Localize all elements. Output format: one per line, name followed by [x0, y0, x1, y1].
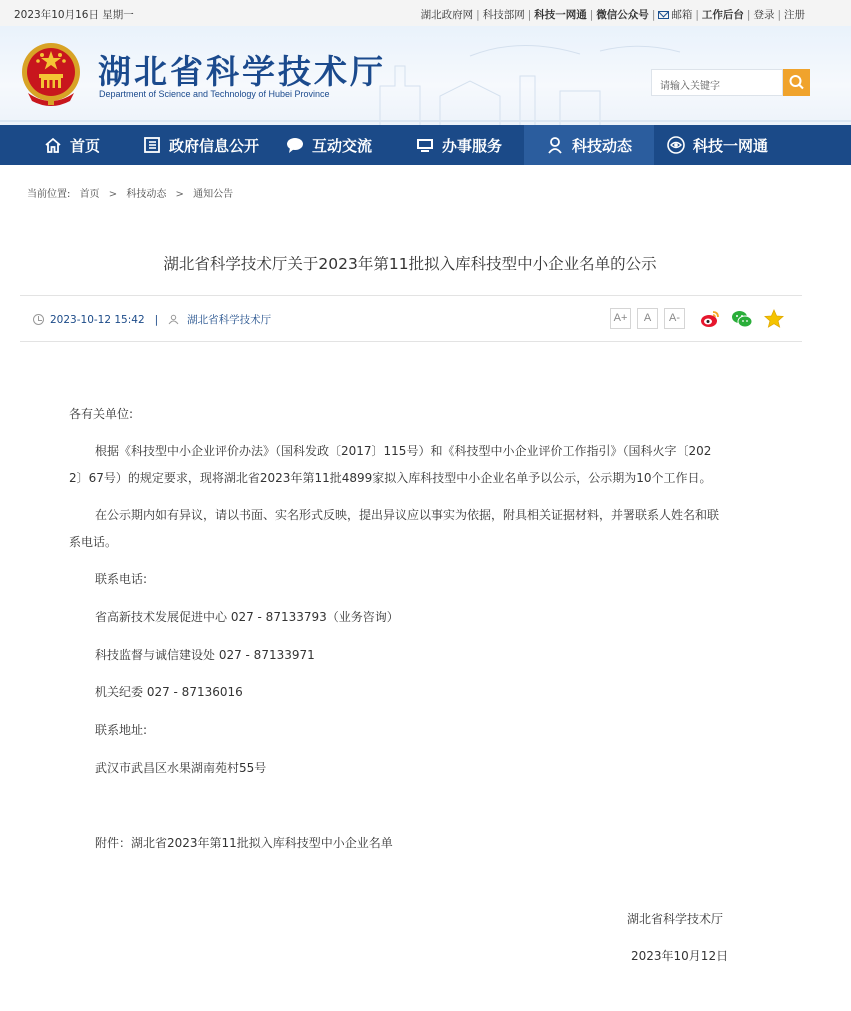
article-meta: [33, 312, 271, 327]
eye-circle-icon: [667, 136, 685, 154]
signature-date: 2023年10月12日: [631, 949, 729, 963]
monitor-icon: [416, 136, 434, 154]
font-default-button[interactable]: A: [637, 308, 658, 329]
address: 武汉市武昌区水果湖南苑村55号: [95, 761, 267, 775]
salutation: 各有关单位:: [69, 407, 134, 421]
link-wechat-account[interactable]: 微信公众号: [596, 9, 649, 21]
breadcrumb-prefix: 当前位置:: [27, 189, 71, 200]
link-mailbox[interactable]: 邮箱: [658, 7, 692, 22]
article-source: 湖北省科学技术厅: [187, 314, 272, 326]
address-label: 联系地址:: [95, 723, 148, 737]
contact-line: 机关纪委 027 - 87136016: [95, 685, 243, 699]
link-most[interactable]: 科技部网: [482, 9, 525, 21]
publish-datetime: 2023-10-12 15:42: [50, 313, 145, 326]
nav-keji-yiwangtong[interactable]: 科技一网通: [667, 125, 768, 165]
source-icon: [168, 314, 179, 325]
nav-home[interactable]: 首页: [44, 125, 100, 165]
meta-separator: |: [154, 313, 159, 326]
attachment-link[interactable]: 附件：湖北省2023年第11批拟入库科技型中小企业名单: [95, 836, 393, 850]
mail-icon: [658, 11, 669, 19]
font-larger-button[interactable]: A+: [610, 308, 631, 329]
divider: [20, 341, 802, 342]
breadcrumb-notices[interactable]: 通知公告: [193, 189, 234, 200]
clock-icon: [33, 314, 44, 325]
login-link[interactable]: 登录: [753, 9, 775, 21]
wechat-icon[interactable]: [731, 308, 753, 330]
top-links: 湖北政府网 | 科技部网 | 科技一网通 | 微信公众号 | 邮箱 | 工作后台 | 登录 | 注册: [420, 9, 805, 21]
breadcrumb-separator: >: [108, 189, 118, 200]
search-icon: [783, 69, 810, 96]
top-utility-bar: [0, 0, 851, 26]
contact-line: 科技监督与诚信建设处 027 - 87133971: [95, 648, 315, 662]
favorite-star-icon[interactable]: [763, 308, 785, 330]
contact-line: 省高新技术发展促进中心 027 - 87133793（业务咨询）: [95, 610, 399, 624]
link-work-backend[interactable]: 工作后台: [701, 9, 744, 21]
breadcrumb-home[interactable]: 首页: [79, 189, 100, 200]
lightbulb-person-icon: [546, 136, 564, 154]
font-smaller-button[interactable]: A-: [664, 308, 685, 329]
nav-gov-info[interactable]: 政府信息公开: [143, 125, 259, 165]
site-header: [0, 26, 851, 125]
breadcrumb: [27, 185, 239, 200]
signature-org: 湖北省科学技术厅: [627, 912, 724, 926]
search-button[interactable]: [783, 69, 810, 96]
search-input[interactable]: 请输入关键字: [651, 69, 783, 96]
site-subtitle: Department of Science and Technology of Hubei Province: [99, 89, 330, 99]
breadcrumb-tech-news[interactable]: 科技动态: [126, 189, 167, 200]
link-keji-yiwangtong[interactable]: 科技一网通: [534, 9, 587, 21]
nav-interaction[interactable]: 互动交流: [286, 125, 372, 165]
national-emblem-icon: [18, 41, 84, 107]
current-date: 2023年10月16日 星期一: [14, 9, 134, 21]
home-icon: [44, 136, 62, 154]
contact-label: 联系电话:: [95, 572, 148, 586]
document-list-icon: [143, 136, 161, 154]
chat-bubble-icon: [286, 136, 304, 154]
paragraph-line: 根据《科技型中小企业评价办法》（国科发政〔2017〕115号）和《科技型中小企业评价工作指引》（国科火字〔202: [95, 444, 712, 458]
divider: [20, 295, 802, 296]
breadcrumb-separator: >: [175, 189, 184, 200]
article-title: 湖北省科学技术厅关于2023年第11批拟入库科技型中小企业名单的公示: [163, 255, 657, 273]
paragraph-line: 在公示期内如有异议，请以书面、实名形式反映，提出异议应以事实为依据，附具相关证据材料，并署联系人姓名和联: [95, 508, 720, 522]
nav-services[interactable]: 办事服务: [416, 125, 502, 165]
register-link[interactable]: 注册: [784, 9, 805, 21]
nav-tech-news[interactable]: 科技动态: [524, 125, 654, 165]
site-title: 湖北省科学技术厅: [98, 52, 386, 91]
main-navigation: [0, 125, 851, 165]
weibo-icon[interactable]: [699, 308, 721, 330]
paragraph-line: 系电话。: [69, 535, 118, 549]
link-hubei-gov[interactable]: 湖北政府网: [420, 9, 474, 21]
paragraph-line: 2〕67号）的规定要求，现将湖北省2023年第11批4899家拟入库科技型中小企业名单予以公示，公示期为10个工作日。: [69, 471, 712, 485]
